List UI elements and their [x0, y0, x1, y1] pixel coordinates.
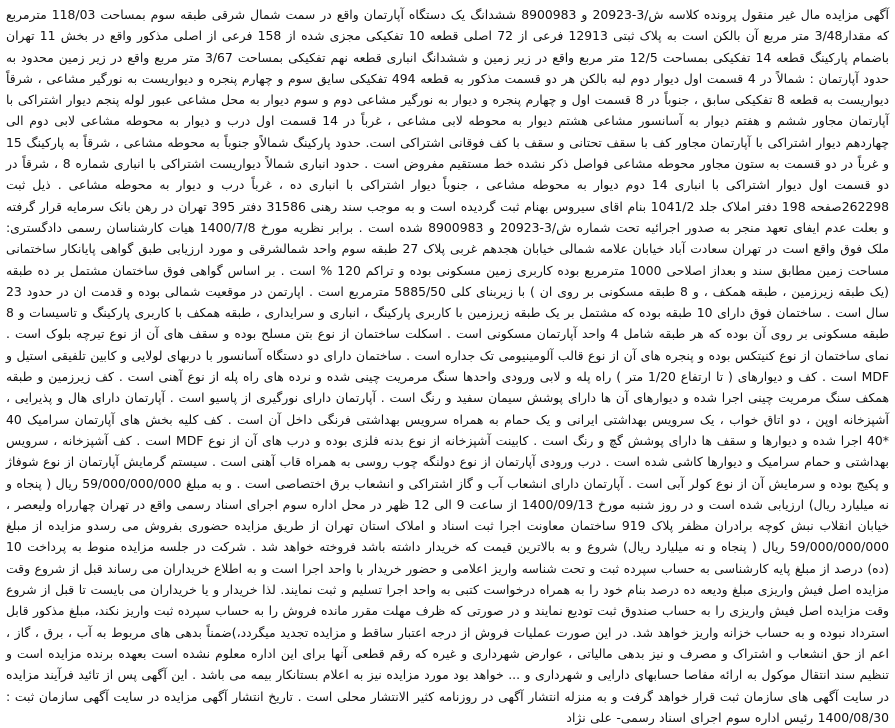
auction-notice-body: آگهی مزایده مال غیر منقول پرونده کلاسه ش/3-20923 و 8900983 ششدانگ یک دستگاه آپارتمان واقع در سمت شمال شرقی طبقه سوم بمساحت 118/03 مترمربع که مقدار3/48 متر مربع آن بالکن است به پلاک ثبتی 12913 فرعی از 72 اصلی قطعه 10 تفکیکی مجزی شده از 158 فرعی از اصلی مذکور واقع در بخش 11 تهران باضمام پارکینگ قطعه 14 تفکیکی بمساحت 12/5 متر مربع واقع در زیر زمین و ششدانگ انباری قطعه نهم تفکیکی بمساحت 3/67 متر مربع واقع در زیر زمین محدود به حدود آپارتمان : شمالاً در 4 قسمت اول دیوار دوم لبه بالکن هر دو قسمت مذکور به قطعه 494 تفکیکی سایق سوم و چهارم پنجره و دیواریست به نورگیر مشاعی ، شرقاً دیواریست به قطعه 8 تفکیکی سابق ، جنوباً در 8 قسمت اول و چهارم پنجره و دیوار به نورگیر مشاعی دوم و سوم دیوار به محل مشاعی عبور لوله پنجم دیوار اشتراکی با آپارتمان مجاور ششم و هفتم دیوار به آسانسور مشاعی هشتم دیوار به محوطه لابی مشاعی ، غرباً در 14 قسمت اول درب و دیوار به محوطه مشاعی لابی دوم الی چهاردهم دیوار اشتراکی با آپارتمان مجاور کف با سقف تحتانی و سقف با کف فوقانی اشتراکی است. حدود پارکینگ شمالاًو جنوباً به محوطه مشاعی ، شرقاً به پارکینگ 15 و غرباً در دو قسمت به ستون مجاور محوطه مشاعی فواصل ذکر نشده خط مستقیم مفروض است . حدود انباری شمالاً دیواریست اشتراکی با انباری شماره 8 ، شرقاً در دو قسمت اول دیوار اشتراکی با انباری 14 دوم دیوار به محوطه مشاعی ، جنوباً دیوار اشتراکی با انباری ده ، غرباً درب و دیوار به محوطه مشاعی . ذیل ثبت 262298صفحه 198 دفتر املاک جلد 1041/2 بنام اقای سیروس بهنام ثبت گردیده است و به موجب سند رهنی 31586 دفتر 395 تهران در رهن بانک سرمایه قرار گرفته و بعلت عدم ایفای تعهد منجر به صدور اجرائیه تحت شماره ش/3-20923 و 8900983 شده است . برابر نظریه مورخ 1400/7/8 هیات کارشناسان رسمی دادگستری: ملک فوق واقع است در تهران سعادت آباد خیابان علامه شمالی خیابان هجدهم غربی پلاک 27 طبقه سوم واحد شمالشرقی و مورد ارزیابی طبق گواهی پایانکار ساختمانی مساحت زمین مطابق سند و بعداز اصلاحی 1000 مترمربع بوده کاربری زمین مسکونی بوده و تراکم 120 % است . بر اساس گواهی فوق ساختمان مشتمل بر ده طبقه (یک طبقه زیرزمین ، طبقه همکف ، و 8 طبقه مسکونی بر روی ان ) با زیربنای کلی 5885/50 مترمربع است . اپارتمن در موقعیت شمالی بوده و قدمت ان در حدود 23 سال است . ساختمان فوق دارای 10 طبقه بوده که مشتمل بر یک طبقه زیرزمین با کاربری پارکینگ ، انباری و سرایداری ، طبقه همکف با کاربری پارکینگ و تاسیسات و 8 طبقه مسکونی بر روی آن بوده که هر طبقه شامل 4 واحد آپارتمان مسکونی است . اسکلت ساختمان از نوع بتن مسلح بوده و سقف های آن از نوع تیرچه بلوک است . نمای ساختمان از نوع کنیتکس بوده و پنجره های آن از نوع قالب آلومینیومی تک جداره است . ساختمان دارای دو دستگاه آسانسور با دربهای لولایی و کابین تلفیقی استیل و MDF است . کف و دیوارهای ( تا ارتفاع 1/20 متر ) راه پله و لابی ورودی واحدها سنگ مرمریت چینی شده و نرده های راه پله از نوع آهنی است . کف زیرزمین و طبقه همکف سنگ مرمریت چینی اجرا شده و دیوارهای آن ها دارای پوشش سیمان سفید و رنگ است . آپارتمان دارای نورگیری از پاسیو است . آپارتمان دارای هال و پذیرایی ، آشپزخانه اوپن ، دو اتاق خواب ، یک سرویس بهداشتی ایرانی و یک حمام به همراه سرویس بهداشتی فرنگی داخل آن است . کف کلیه بخش های آپارتمان سرامیک 40 *40 اجرا شده و دیوارها و سقف ها دارای پوشش گچ و رنگ است . کابینت آشپزخانه از نوع بدنه فلزی بوده و درب های آن از نوع MDF است . کف آشپزخانه ، سرویس بهداشتی و حمام سرامیک و دیوارها کاشی شده است . درب ورودی آپارتمان از نوع دولنگه چوب روسی به همراه قاب آهنی است . سیستم گرمایش آپارتمان از نوع شوفاژ و پکیج بوده و سرمایش آن از نوع کولر آبی است . آپارتمان دارای انشعاب آب و گاز اشتراکی و انشعاب برق اختصاصی است . و به مبلغ 59/000/000/000 ریال ( پنجاه و نه میلیارد ریال) ارزیابی شده است و در روز شنبه مورخ 1400/09/13 از ساعت 9 الی 12 ظهر در محل اداره سوم اجرای اسناد رسمی واقع در تهران چهارراه ولیعصر ، خیابان انقلاب نبش کوچه برادران مظفر پلاک 919 ساختمان معاونت اجرا ثبت اسناد و املاک استان تهران از طریق مزایده حضوری بفروش می رسدو مزایده از مبلغ 59/000/000/000 ریال ( پنجاه و نه میلیارد ریال) شروع و به بالاترین قیمت که خریدار داشته باشد فروخته خواهد شد . شرکت در جلسه مزایده منوط به پرداخت 10 (ده) درصد از مبلغ پایه کارشناسی به حساب سپرده ثبت و تحت شناسه واریز اعلامی و حضور خریدار با واحد اجرا است و به اطلاع خریداران می رساند قبل از شروع وقت مزایده اصل فیش واریزی مبلغ ودیعه ده درصد بنام خود را به همراه درخواست کتبی به واحد اجرا تسلیم و ثبت نمایند. لذا خریدار و یا خریداران می بایست تا قبل از شروع وقت مزایده اصل فیش واریزی را به حساب صندوق ثبت تودیع نمایند و در صورتی که ظرف مهلت مقرر مانده فروش را به حساب سپرده ثبت واریز نکند، مبلغ مذکور قابل استرداد نبوده و به حساب خزانه واریز خواهد شد. در این صورت عملیات فروش از درجه اعتبار ساقط و مزایده تجدید میگردد،)ضمناً بدهی های مربوط به آب ، برق ، گاز ، اعم از حق انشعاب و اشتراک و مصرف و نیز بدهی مالیاتی ، عوارض شهرداری و غیره که رقم قطعی آنها برای این اداره معلوم نشده است بعهده برنده مزایده است و تنظیم سند انتقال موکول به ارائه مفاصا حسابهای دارایی و شهرداری و ... خواهد بود مورد مزایده نیز به اعلام بستانکار بیمه می باشد . این آگهی پس از تائید فرآیند مزایده در سایت آگهی های سازمان ثبت قرار خواهد گرفت و به منزله انتشار آگهی در روزنامه کثیر الانتشار محلی است . تاریخ انتشار آگهی مزایده در سایت آگهی سازمان ثبت : 1400/08/30 رئیس اداره سوم اجرای اسناد رسمی- علی نژاد	[6, 7, 890, 725]
